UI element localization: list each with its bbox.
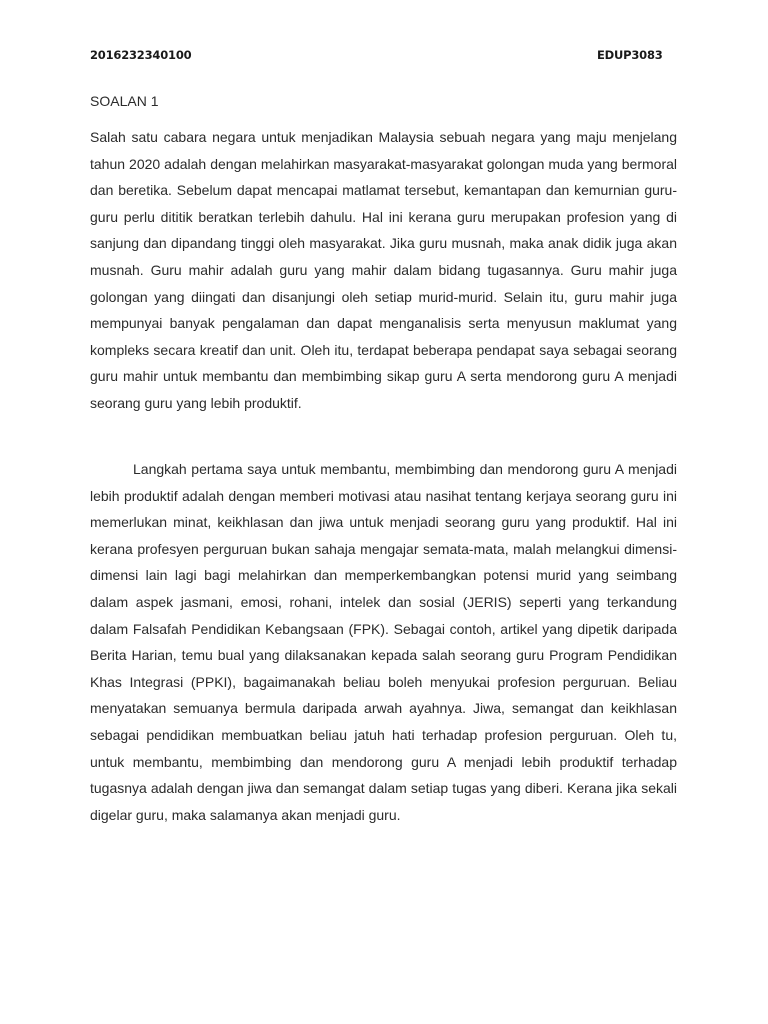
course-code: EDUP3083 (597, 48, 663, 62)
student-id: 2016232340100 (90, 48, 192, 62)
paragraph-2: Langkah pertama saya untuk membantu, membimbing dan mendorong guru A menjadi lebih produktif adalah dengan memberi motivasi atau nasihat tentang kerjaya seorang guru ini memerlukan minat, keikhlasan dan jiwa untuk menjadi seorang guru yang produktif. Hal ini kerana profesyen perguruan bukan sahaja mengajar semata-mata, malah melangkui dimensi-dimensi lain lagi bagi melahirkan dan memperkembangkan potensi murid yang seimbang dalam aspek jasmani, emosi, rohani, intelek dan sosial (JERIS) seperti yang terkandung dalam Falsafah Pendidikan Kebangsaan (FPK). Sebagai contoh, artikel yang dipetik daripada Berita Harian, temu bual yang dilaksanakan kepada salah seorang guru Program Pendidikan Khas Integrasi (PPKI), bagaimanakah beliau boleh menyukai profesion perguruan. Beliau menyatakan semuanya bermula daripada arwah ayahnya. Jiwa, semangat dan keikhlasan sebagai pendidikan membuatkan beliau jatuh hati terhadap profesion perguruan. Oleh tu, untuk membantu, membimbing dan mendorong guru A menjadi lebih produktif terhadap tugasnya adalah dengan jiwa dan semangat dalam setiap tugas yang diberi. Kerana jika sekali digelar guru, maka salamanya akan menjadi guru. (90, 461, 677, 823)
paragraph-1: Salah satu cabara negara untuk menjadikan Malaysia sebuah negara yang maju menjelang tahun 2020 adalah dengan melahirkan masyarakat-masyarakat golongan muda yang bermoral dan beretika. Sebelum dapat mencapai matlamat tersebut, kemantapan dan kemurnian guru-guru perlu dititik beratkan terlebih dahulu. Hal ini kerana guru merupakan profesion yang di sanjung dan dipandang tinggi oleh masyarakat. Jika guru musnah, maka anak didik juga akan musnah. Guru mahir adalah guru yang mahir dalam bidang tugasannya. Guru mahir juga golongan yang diingati dan disanjungi oleh setiap murid-murid. Selain itu, guru mahir juga mempunyai banyak pengalaman dan dapat menganalisis serta menyusun maklumat yang kompleks secara kreatif dan unit. Oleh itu, terdapat beberapa pendapat saya sebagai seorang guru mahir untuk membantu dan membimbing sikap guru A serta mendorong guru A menjadi seorang guru yang lebih produktif. (90, 129, 677, 411)
question-heading: SOALAN 1 (90, 93, 159, 109)
